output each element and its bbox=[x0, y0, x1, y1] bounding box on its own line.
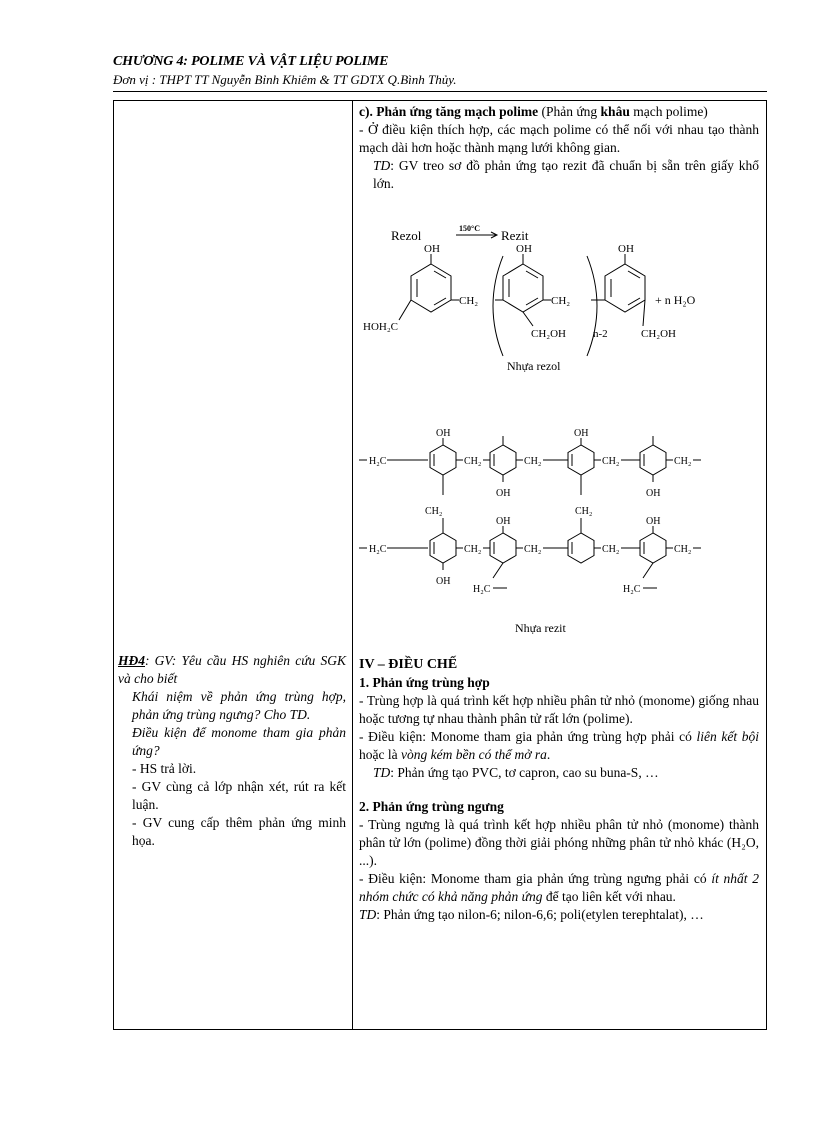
hd4-intro: HĐ4: GV: Yêu cầu HS nghiên cứu SGK và cho biết bbox=[118, 653, 346, 686]
subsection-2-condition: - Điều kiện: Monome tham gia phản ứng trùng ngưng phải có ít nhất 2 nhóm chức có khả năng phản ứng để tạo liên kết với nhau. bbox=[359, 871, 759, 904]
atom-label: OH bbox=[496, 516, 511, 527]
header-rule bbox=[113, 91, 767, 92]
section-c bbox=[359, 103, 759, 193]
atom-label: OH bbox=[436, 428, 451, 439]
atom-label: OH bbox=[496, 488, 511, 499]
hd4-question-1: Khái niệm về phản ứng trùng hợp, phản ứng trùng ngưng? Cho TD. bbox=[132, 689, 346, 722]
hoh2c-label: HOH₂C bbox=[363, 321, 399, 333]
section-c-para: - Ở điều kiện thích hợp, các mạch polime có thể nối với nhau tạo thành mạch dài hơn hoặc thành mạng lưới không gian. bbox=[359, 122, 759, 155]
resol-caption: Nhựa rezol bbox=[507, 359, 561, 373]
subsection-2-definition: - Trùng ngưng là quá trình kết hợp nhiều phân tử nhỏ (monome) thành phân tử lớn (polime) đồng thời giải phóng những phân tử nhỏ khác (H₂O, ...). bbox=[359, 817, 759, 868]
atom-label: CH₂ bbox=[464, 456, 482, 467]
section-iv-heading: IV – ĐIỀU CHẾ bbox=[359, 657, 458, 672]
ch2oh-label: CH₂OH bbox=[531, 328, 567, 340]
atom-label: H₂C bbox=[369, 456, 387, 467]
unit-line: Đơn vị : THPT TT Nguyễn Bỉnh Khiêm & TT GDTX Q.Bình Thủy. bbox=[113, 72, 457, 87]
bond-line bbox=[643, 563, 653, 578]
product-label: Rezit bbox=[501, 228, 529, 243]
subsection-1-definition: - Trùng hợp là quá trình kết hợp nhiều phân tử nhỏ (monome) giống nhau hoặc tương tự nhau thành phân tử rất lớn (polime). bbox=[359, 693, 759, 726]
subsection-1-example: TD: Phản ứng tạo PVC, tơ capron, cao su buna-S, … bbox=[373, 765, 659, 780]
hd4-step-3: - GV cung cấp thêm phản ứng minh họa. bbox=[132, 815, 346, 848]
activity-hd4 bbox=[118, 652, 346, 850]
condition-label: 150°C bbox=[459, 224, 480, 233]
hd4-step-2: - GV cùng cả lớp nhận xét, rút ra kết luận. bbox=[132, 779, 346, 812]
atom-label: OH bbox=[436, 576, 451, 587]
atom-label: CH₂ bbox=[464, 544, 482, 555]
reactant-label: Rezol bbox=[391, 228, 422, 243]
section-c-example: TD: GV treo sơ đồ phản ứng tạo rezit đã chuẩn bị sẵn trên giấy khổ lớn. bbox=[373, 158, 759, 191]
section-iv bbox=[359, 656, 759, 924]
atom-label: OH bbox=[646, 516, 661, 527]
subsection-1-condition: - Điều kiện: Monome tham gia phản ứng trùng hợp phải có liên kết bội hoặc là vòng kém bền có thể mở ra. bbox=[359, 729, 759, 762]
hd4-question-2: Điều kiện để monome tham gia phản ứng? bbox=[132, 725, 346, 758]
atom-label: CH₂ bbox=[674, 544, 692, 555]
atom-label: H₂C bbox=[473, 584, 491, 595]
ch2oh-label: CH₂OH bbox=[641, 328, 677, 340]
section-c-heading: c). Phản ứng tăng mạch polime (Phản ứng khâu mạch polime) bbox=[359, 104, 708, 119]
subsection-2-heading: 2. Phản ứng trùng ngưng bbox=[359, 799, 504, 814]
atom-label: CH₂ bbox=[602, 544, 620, 555]
n-minus-2-label: n-2 bbox=[593, 328, 608, 340]
hd4-step-1: - HS trả lời. bbox=[132, 761, 197, 776]
atom-label: CH₂ bbox=[575, 506, 593, 517]
rezit-caption: Nhựa rezit bbox=[515, 621, 566, 635]
atom-label: OH bbox=[574, 428, 589, 439]
ch2-label: CH₂ bbox=[551, 295, 571, 307]
oh-label: OH bbox=[618, 243, 634, 255]
atom-label: CH₂ bbox=[674, 456, 692, 467]
atom-label: H₂C bbox=[369, 544, 387, 555]
atom-label: CH₂ bbox=[425, 506, 443, 517]
oh-label: OH bbox=[424, 243, 440, 255]
bond-line bbox=[493, 563, 503, 578]
column-divider bbox=[352, 100, 353, 1030]
atom-label: CH₂ bbox=[524, 456, 542, 467]
oh-label: OH bbox=[516, 243, 532, 255]
ch2-label: CH₂ bbox=[459, 295, 479, 307]
rezit-network-diagram bbox=[355, 420, 763, 642]
subsection-2-example: TD: Phản ứng tạo nilon-6; nilon-6,6; poli(etylen terephtalat), … bbox=[359, 907, 704, 922]
atom-label: CH₂ bbox=[524, 544, 542, 555]
atom-label: OH bbox=[646, 488, 661, 499]
resol-diagram bbox=[355, 218, 763, 378]
atom-label: H₂C bbox=[623, 584, 641, 595]
subsection-1-heading: 1. Phản ứng trùng hợp bbox=[359, 675, 490, 690]
water-label: + n H₂O bbox=[655, 293, 696, 307]
atom-label: CH₂ bbox=[602, 456, 620, 467]
chapter-title: CHƯƠNG 4: POLIME VÀ VẬT LIỆU POLIME bbox=[113, 54, 389, 69]
